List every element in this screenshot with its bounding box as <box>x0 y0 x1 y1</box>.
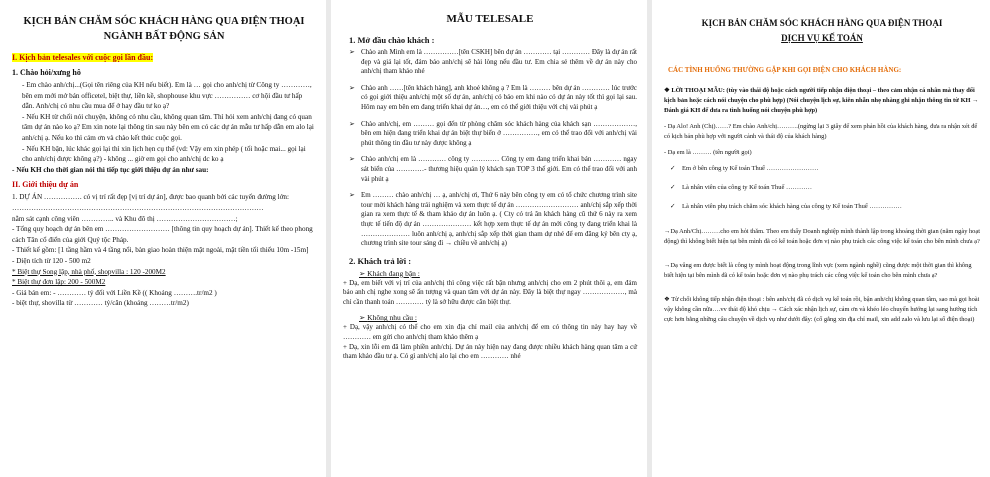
left-p3: - Nếu KH bận, lúc khác gọi lại thì xin lịch hẹn cụ thể (vd: Vậy em xin phép ( tối hoặc mai... gọi lại cho anh/chị được không ạ?) - không ... giờ em gọi cho anh/chị dc ko ạ <box>22 144 306 164</box>
right-r3: ❖ Từ chối không tiếp nhận điện thoại : bên anh/chị đã có dịch vụ kế toán rồi, bận anh/chị không quan tâm, sao mà gọi hoài vậy không cần nữa….vv thái độ khó chịu → Cách xác nhận lịch sự, cảm ơn và khéo léo chuyển hướng lại sang hướng tích cực hơn bằng những câu chuyện về dịch vụ như dưới đây: (cố gắng xin địa chỉ mail, xin add zalo và lưu lại số điện thoại) <box>664 296 980 323</box>
arrow-bullet-icon: ➢ <box>349 119 355 128</box>
left-p11: * Biệt thự đơn lập: 200 - 500M2 <box>12 278 106 287</box>
document-page-left <box>0 0 326 477</box>
right-q1: ❖ LỜI THOẠI MẪU: (tùy vào thái độ hoặc cách người tiếp nhận điện thoại – theo cảm nhận cá nhân mà thay đổi kịch bản hoặc cách nói chuyện cho phù hợp) (Nói chuyện lịch sự, kiên nhẫn nhẹ nhàng ghi nhận thông tin từ KH → Đánh giá KH để đưa ra tình huống nói chuyện phù hợp) <box>664 87 979 114</box>
left-p9: - Diện tích từ 120 - 500 m2 <box>12 256 91 265</box>
left-p7: - Tổng quy hoạch dự án bên em ……………………… [thông tin quy hoạch dự án]. Thiết kế theo phong cách Tân cổ điển của giới Quý tộc Pháp. <box>12 225 313 244</box>
right-r2: →Dạ vâng em được biết là công ty mình hoạt động trong lĩnh vực (xem ngành nghề) cũng được một thời gian thì không biết hiện tại bên mình đã có kế toán hoặc đơn vị nào phụ trách các công việc kế toán cho bên mình chưa ạ? <box>664 262 972 279</box>
right-check-1: ✓ Em ở bên công ty Kế toán Thuế …………………… <box>670 165 819 172</box>
left-p13: - biệt thự, shovilla từ ………… tỷ/căn (khoảng ………tr/m2) <box>12 299 189 308</box>
right-orange-heading: CÁC TÌNH HUỐNG THƯỜNG GẶP KHI GỌI ĐIỆN CHO KHÁCH HÀNG: <box>668 66 902 74</box>
middle-busy-text: + Dạ, em biết với vị trí của anh/chị thì công việc rất bận nhưng anh/chị cho em 2 phút thôi ạ, em đảm bảo anh chị nghe xong sẽ ấn tượng và quan tâm với dự án này. Đây là biệt thự ngay ………………, mà chỉ cần thanh toán ………… tỷ là sở hữu được căn biệt thự. <box>343 278 637 306</box>
right-title-line1: KỊCH BẢN CHĂM SÓC KHÁCH HÀNG QUA ĐIỆN THOẠI <box>701 18 943 28</box>
document-page-right <box>652 0 990 477</box>
middle-bullet-1: ➢ Chào anh Minh em là ……………[tên CSKH] bên dự án ………… tại ………… Đây là dự án rất đẹp và giá lại tốt, đảm bảo anh/chị sẽ hài lòng nếu đầu tư. Em chia sẻ thêm về dự án này cho anh/chị tham khảo nhé <box>349 48 637 76</box>
left-p1: - Em chào anh/chị...(Gọi tên riêng của KH nếu biết). Em là … gọi cho anh/chị từ Công ty …………, bên em mới mở bán officetel, biệt thự, liền kề, shophouse khu vực …………… cơ hội đầu tư hấp dẫn. Anh/chị có nhu cầu mua để ở hay đầu tư ko ạ? <box>22 81 312 111</box>
middle-h2: 2. Khách trả lời : <box>349 255 412 266</box>
right-title-line2: DỊCH VỤ KẾ TOÁN <box>781 33 863 43</box>
checkmark-icon: ✓ <box>670 203 676 210</box>
left-p6: nằm sát cạnh công viên ………….. và Khu đô thị ……………………………; <box>12 214 238 223</box>
middle-bullet-4: ➢ Chào anh/chị em là ………… công ty ………… Công ty em đang triển khai bán ………… ngay sát biển của …………- thương hiệu quản lý khách sạn TOP 3 thế giới. Em có thể trao đổi với anh vài phút ạ <box>349 155 637 183</box>
middle-title: MẪU TELESALE <box>446 13 534 25</box>
left-title-line1: KỊCH BẢN CHĂM SÓC KHÁCH HÀNG QUA ĐIỆN THOẠI <box>23 16 305 27</box>
left-section2: II. Giới thiệu dự án <box>12 180 79 190</box>
right-check-3: ✓ Là nhân viên phụ trách chăm sóc khách hàng của công ty Kế toán Thuế …………… <box>670 203 902 210</box>
left-section1: I. Kịch bản telesales với cuộc gọi lần đầu: <box>12 53 154 62</box>
middle-no-need-text: + Dạ, vậy anh/chị có thể cho em xin địa chỉ mail của anh/chị để em có thông tin này hay hay về ………… em gửi cho anh/chị tham khảo thêm ạ + Dạ, xin lỗi em đã làm phiền anh/chị. Dự án này hiện nay đang được nhiều khách hàng quan tâm a cứ tham khảo đầu tư ạ. Có gì anh/chị alo lại cho em ………… nhé <box>343 323 637 361</box>
checkmark-icon: ✓ <box>670 184 676 191</box>
left-p2: - Nếu KH từ chối nói chuyện, không có nhu cầu, không quan tâm. Thì hỏi xem anh/chị đang có quan tâm dự án nào ko ạ? Em xin note lại thông tin sau này bên em có các dự án mẫu tư hấp dẫn em alo lại anh/chị ạ. Nếu ko thì cảm ơn và chào kết thúc cuộc gọi. <box>22 112 314 142</box>
right-check-2: ✓ Là nhân viên của công ty Kế toán Thuế ………… <box>670 184 813 191</box>
right-r1: →Dạ Anh/Chị………cho em hỏi thăm. Theo em thấy Doanh nghiệp mình thành lập trong khoảng thời gian (năm ngày hoạt động) thì không biết hiện tại bên mình đã có kế toán hoặc đơn vị nào phụ trách các công việc kế toán cho bên mình chưa ạ? <box>664 228 980 245</box>
middle-bullet-3: ➢ Chào anh/chị, em ……… gọi đến từ phòng chăm sóc khách hàng của khách sạn ………………, bên em hiện đang triển khai dự án biệt thự biển ở ……………, em có thể trao đổi với anh/chị vài phút thông tin đầu tư này được không ạ <box>349 119 637 147</box>
arrow-bullet-icon: ➢ <box>349 48 355 56</box>
right-q2: - Dạ Alo! Anh (Chị)……? Em chào Anh/chị……….(ngừng lại 3 giây để xem phản hồi của khách hàng, đưa ra nhận xét để có kịch bản phù hợp với người cảnh và thái độ của khách hàng) <box>664 123 978 140</box>
middle-busy-heading: ➢ Khách đang bận : <box>359 268 420 278</box>
left-p8: - Thiết kế gồm: [1 tầng hầm và 4 tầng nổi, bàn giao hoàn thiện mặt ngoài, mặt tiền tối thiểu 10m -15m] <box>12 246 309 255</box>
middle-bullet-5: ➢ Em ……… chào anh/chị … ạ, anh/chị ơi, Thứ 6 này bên công ty em có tổ chức chương trình site tour mời khách hàng trải nghiệm và xem thực tế dự án ……………………… anh/chị sắp xếp thời gian ra xem thực tế & tham khảo dự án luôn ạ. ( Cty có trả ăn khách hàng cũ thứ 6 này ra xem thực tế tiến độ dự án ………………… kết hợp xem thực tế dự án mới công ty đang triển khai là ………………… luôn anh/chị ạ, anh/chị sắp xếp thời gian tham dự nhé để em đăng ký bên cty ạ, chương trình site tour sáng đi → chiều về anh/chị ạ) <box>349 191 637 248</box>
left-p10: * Biệt thự Song lập, nhà phố, shopvilla : 120 -200M2 <box>12 267 166 276</box>
arrow-bullet-icon: ➢ <box>359 268 368 278</box>
arrow-bullet-icon: ➢ <box>349 191 355 200</box>
arrow-bullet-icon: ➢ <box>349 83 355 92</box>
arrow-bullet-icon: ➢ <box>359 313 368 323</box>
middle-h1: 1. Mở đầu chào khách : <box>349 35 435 45</box>
left-title-line2: NGÀNH BẤT ĐỘNG SẢN <box>103 31 225 42</box>
right-q3: - Dạ em là ……… (tên người gọi) <box>664 149 752 156</box>
middle-no-need-heading: ➢ Không nhu cầu : <box>359 313 417 323</box>
left-p4: - Nếu KH cho thời gian nói thì tiếp tục giới thiệu dự án như sau: <box>12 165 209 174</box>
left-p12: - Giá bán em: - ………… tỷ đối với Liền Kề (( Khoảng ……….tr/m2 ) <box>12 288 217 297</box>
document-page-middle <box>331 0 647 477</box>
checkmark-icon: ✓ <box>670 165 676 172</box>
left-p5: 1. DỰ ÁN ……………. có vị trí rất đẹp [vị trí dự án], được bao quanh bởi các tuyến đường lớn: …………………………………………………………………………………………… <box>12 193 289 212</box>
middle-bullet-2: ➢ Chào anh ……[tên khách hàng], anh khoẻ không ạ ? Em là ……… bên dự án ………… lúc trước có gọi giới thiệu anh/chị một số dự án, anh/chị có báo em khi nào có dự án này tốt thì gọi lại sau. Hôm nay em bên em đang triển khai dự án…, em có thể giới thiệu với chị vài phút ạ <box>349 83 637 111</box>
arrow-bullet-icon: ➢ <box>349 155 355 164</box>
left-sub1: 1. Chào hỏi/xưng hô <box>12 68 81 77</box>
